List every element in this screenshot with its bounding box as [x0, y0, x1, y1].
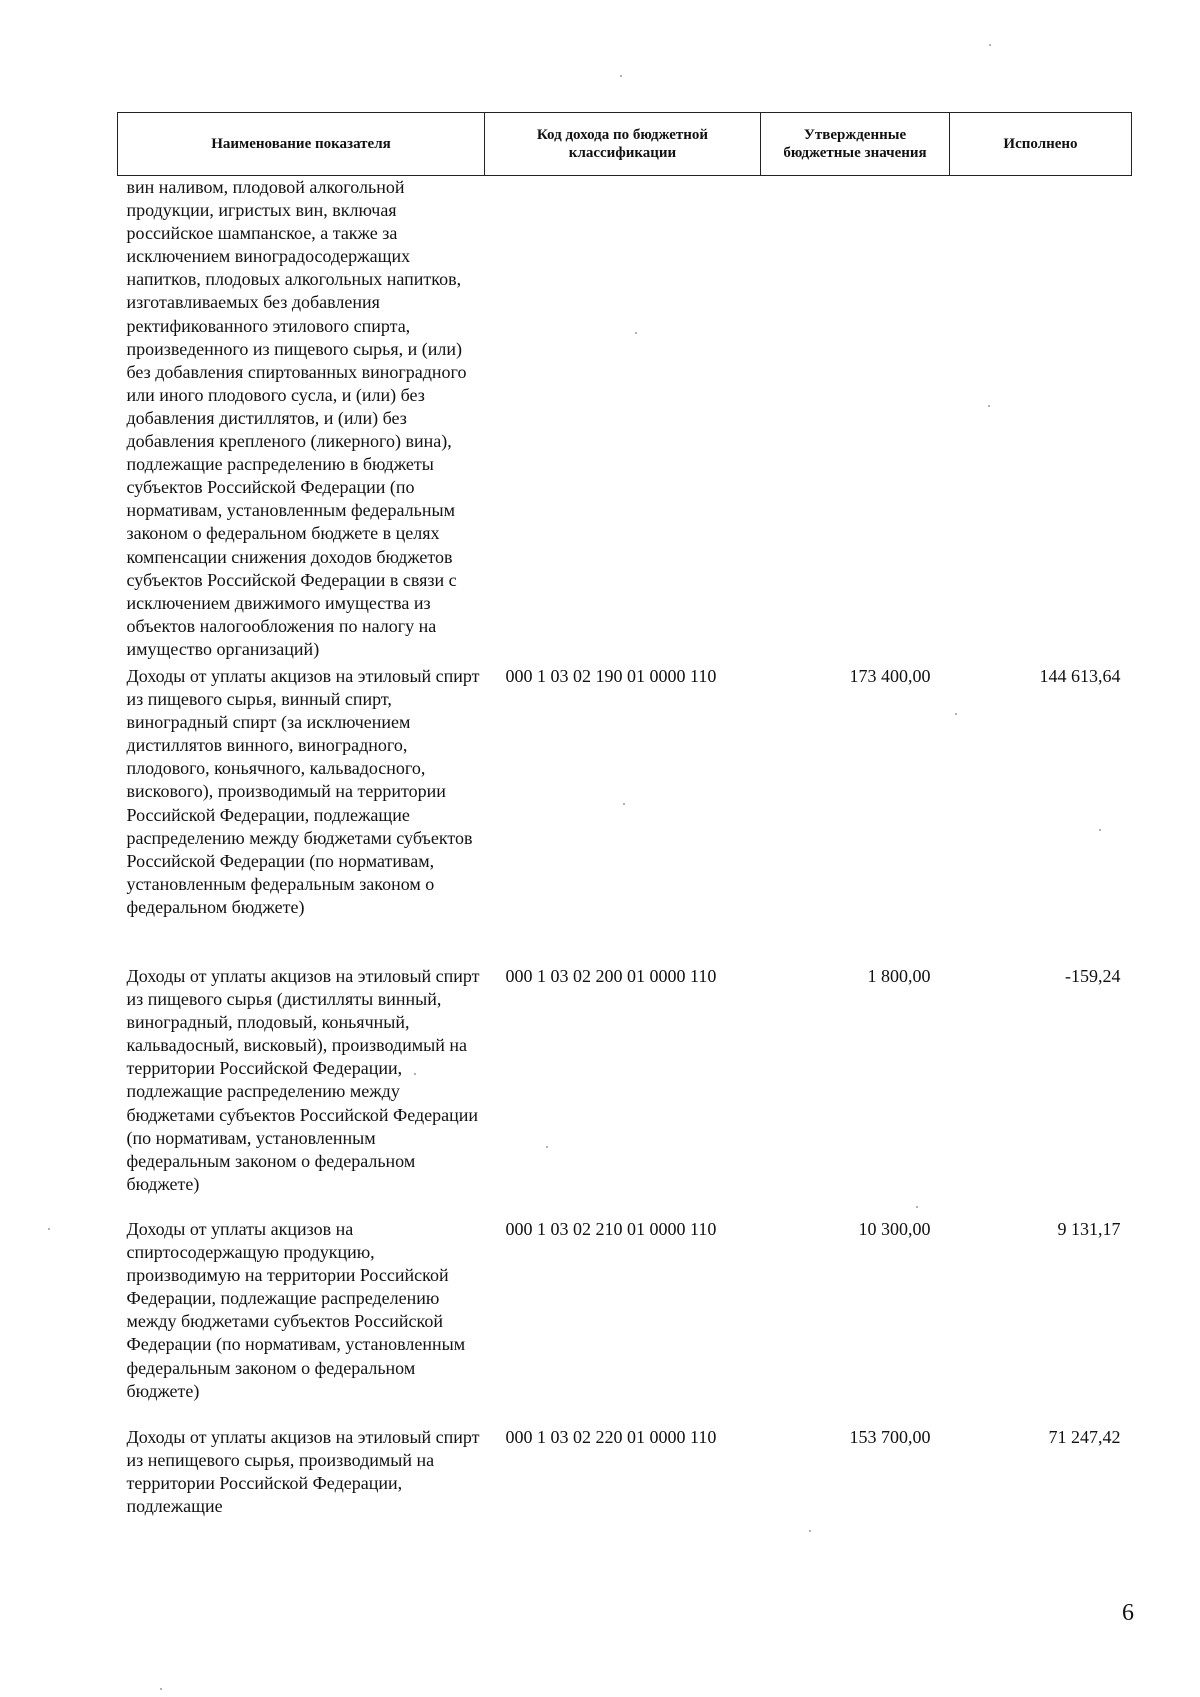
scan-speck [916, 1206, 918, 1208]
row-done: 71 247,42 [1048, 1427, 1121, 1447]
row-code: 000 1 03 02 190 01 0000 110 [505, 666, 717, 686]
table-row [118, 1218, 1132, 1426]
row-plan: 153 700,00 [849, 1427, 931, 1447]
scan-speck [48, 1228, 50, 1230]
row-code: 000 1 03 02 220 01 0000 110 [505, 1427, 717, 1447]
header-code: Код дохода по бюджетной классификации [485, 113, 761, 176]
row-name: Доходы от уплаты акцизов на этиловый спирт из непищевого сырья, производимый на территории Российской Федерации, подлежащие [126, 1427, 480, 1517]
scan-speck [414, 1073, 416, 1075]
scan-speck [1099, 829, 1101, 831]
row-name: Доходы от уплаты акцизов на этиловый спирт из пищевого сырья (дистилляты винный, виноградный, плодовый, коньячный, кальвадосный, висковый), производимый на территории Российской Федерации, подлежащие распределению между бюджетами субъектов Российской Федерации (по нормативам, установленным федеральным законом о федеральном бюджете) [126, 966, 480, 1194]
row-name: Доходы от уплаты акцизов на спиртосодержащую продукцию, производимую на территории Российской Федерации, подлежащие распределению между бюджетами субъектов Российской Федерации (по нормативам, установленным федеральным законом о федеральном бюджете) [126, 1219, 466, 1401]
table-row [118, 1426, 1132, 1521]
header-name: Наименование показателя [118, 113, 485, 176]
row-done [950, 176, 1132, 666]
budget-table [117, 112, 1132, 1521]
table-row [118, 965, 1132, 1218]
page-number: 6 [1122, 1600, 1134, 1626]
scan-speck [546, 1146, 548, 1148]
table-row [118, 665, 1132, 965]
row-plan: 173 400,00 [849, 666, 931, 686]
scan-speck [988, 405, 990, 407]
scan-speck [989, 44, 991, 46]
row-plan [761, 176, 950, 666]
table-row [118, 176, 1132, 666]
table-header-row [118, 113, 1132, 176]
row-plan: 1 800,00 [867, 966, 931, 986]
scan-speck [955, 713, 957, 715]
row-done: 144 613,64 [1039, 666, 1121, 686]
row-name: Доходы от уплаты акцизов на этиловый спирт из пищевого сырья, винный спирт, виноградный спирт (за исключением дистиллятов винного, виноградного, плодового, коньячного, кальвадосного, вискового), производимый на территории Российской Федерации, подлежащие распределению между бюджетами субъектов Российской Федерации (по нормативам, установленным федеральным законом о федеральном бюджете) [126, 666, 480, 917]
scan-speck [620, 75, 622, 77]
row-code [485, 176, 761, 666]
row-done: -159,24 [1065, 966, 1121, 986]
row-name: вин наливом, плодовой алкогольной продукции, игристых вин, включая российское шампанское, а также за исключением виноградосодержащих напитков, плодовых алкогольных напитков, изготавливаемых без добавления ректификованного этилового спирта, произведенного из пищевого сырья, и (или) без добавления спиртованных виноградного или иного плодового сусла, и (или) без добавления дистиллятов, и (или) без добавления крепленого (ликерного) вина), подлежащие распределению в бюджеты субъектов Российской Федерации (по нормативам, установленным федеральным законом о федеральном бюджете в целях компенсации снижения доходов бюджетов субъектов Российской Федерации в связи с исключением движимого имущества из объектов налогообложения по налогу на имущество организаций) [126, 177, 467, 659]
row-done: 9 131,17 [1057, 1219, 1121, 1239]
row-code: 000 1 03 02 200 01 0000 110 [505, 966, 717, 986]
scan-speck [623, 803, 625, 805]
header-plan: Утвержденные бюджетные значения [761, 113, 950, 176]
header-done: Исполнено [950, 113, 1132, 176]
scan-speck [635, 332, 637, 334]
scan-speck [809, 1530, 811, 1532]
row-plan: 10 300,00 [858, 1219, 931, 1239]
row-code: 000 1 03 02 210 01 0000 110 [505, 1219, 717, 1239]
scan-speck [160, 1688, 162, 1690]
